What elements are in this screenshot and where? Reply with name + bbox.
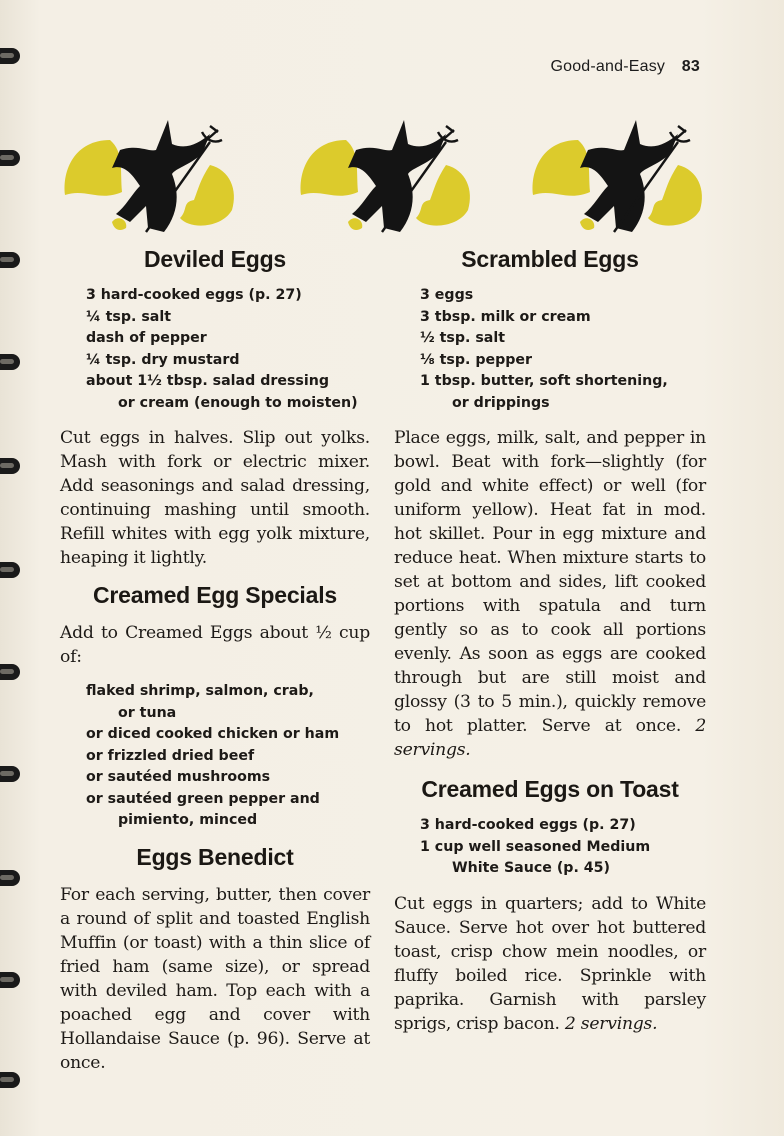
recipe-intro: Add to Creamed Eggs about ½ cup of: <box>60 623 370 667</box>
recipe-yield: 2 servings. <box>394 716 706 760</box>
ingredient-list <box>60 285 370 414</box>
binding-ring <box>0 562 22 580</box>
ingredient-line: 1 cup well seasoned Medium <box>420 838 651 855</box>
option-line: or diced cooked chicken or ham <box>86 726 340 742</box>
ingredient-line: or drippings <box>452 394 550 411</box>
recipe-scrambled-eggs <box>394 246 706 762</box>
ingredient-line: or cream (enough to moisten) <box>118 394 358 411</box>
running-head <box>550 58 700 76</box>
binding-ring <box>0 48 22 66</box>
ingredient-line: 3 hard-cooked eggs (p. 27) <box>86 287 302 303</box>
ingredient-line: 3 tbsp. milk or cream <box>420 308 591 325</box>
recipe-title: Creamed Egg Specials <box>93 582 337 608</box>
binding-ring <box>0 150 22 168</box>
ingredient-list <box>394 285 706 414</box>
right-column <box>394 246 706 1036</box>
option-list <box>60 681 370 832</box>
option-line: or sautéed mushrooms <box>86 769 271 785</box>
recipe-deviled-eggs <box>60 246 370 570</box>
recipe-title: Scrambled Eggs <box>461 246 639 272</box>
ingredient-line: dash of pepper <box>86 330 207 346</box>
directions-text: Cut eggs in quarters; add to White Sauce. Serve hot over hot buttered toast, crisp chow mein noodles, or fluffy boiled rice. Sprinkle with paprika. Garnish with parsley sprigs, crisp bacon. <box>394 893 706 1034</box>
option-line: flaked shrimp, salmon, crab, <box>86 683 314 699</box>
ingredient-line: ⅛ tsp. pepper <box>420 351 533 368</box>
devil-with-pitchfork-on-egg-icon <box>528 110 708 235</box>
ingredient-line: ½ tsp. salt <box>420 330 506 346</box>
recipe-directions: For each serving, butter, then cover a round of split and toasted English Muffin (or toast) with a thin slice of fried ham (same size), or spread with deviled ham. Top each with a poached egg and cover with Hollandaise Sauce (p. 96). Serve at once. <box>60 884 370 1073</box>
recipe-directions: Cut eggs in halves. Slip out yolks. Mash with fork or electric mixer. Add seasonings and salad dressing, continuing mashing until smooth. Refill whites with egg yolk mixture, heaping it lightly. <box>60 428 370 568</box>
recipe-directions <box>394 426 706 762</box>
binding-ring <box>0 972 22 990</box>
recipe-yield: 2 servings. <box>564 1013 658 1034</box>
ingredient-line: ¼ tsp. salt <box>86 308 172 325</box>
binding-ring <box>0 870 22 888</box>
recipe-title: Deviled Eggs <box>143 246 287 272</box>
binding-ring <box>0 664 22 682</box>
recipe-eggs-benedict <box>60 844 370 1075</box>
ingredient-line: White Sauce (p. 45) <box>452 860 611 876</box>
recipe-creamed-eggs-on-toast <box>394 776 706 1036</box>
recipe-title: Eggs Benedict <box>136 843 294 870</box>
ingredient-line: about 1½ tbsp. salad dressing <box>86 373 329 389</box>
binding-ring <box>0 458 22 476</box>
binding-ring <box>0 766 22 784</box>
ingredient-line: 3 hard-cooked eggs (p. 27) <box>420 817 636 833</box>
ingredient-list <box>394 815 706 880</box>
ingredient-line: 3 eggs <box>420 287 474 303</box>
page-number: 83 <box>681 58 700 75</box>
devil-with-pitchfork-on-egg-icon <box>60 110 240 235</box>
directions-text: Place eggs, milk, salt, and pepper in bowl. Beat with fork—slightly (for gold and white effect) or well (for uniform yellow). Heat fat in mod. hot skillet. Pour in egg mixture and reduce heat. When mixture starts to set at bottom and sides, lift cooked portions with spatula and turn gently so as to cook all portions evenly. As soon as eggs are cooked through but are still moist and glossy (3 to 5 min.), quickly remove to hot platter. Serve at once. <box>394 428 706 736</box>
ingredient-line: 1 tbsp. butter, soft shortening, <box>420 373 668 389</box>
binding-ring <box>0 354 22 372</box>
option-line: or sautéed green pepper and <box>86 790 320 807</box>
recipe-creamed-egg-specials <box>60 582 370 832</box>
ingredient-line: ¼ tsp. dry mustard <box>86 351 240 368</box>
option-line: pimiento, minced <box>118 812 258 828</box>
left-column <box>60 246 370 1075</box>
recipe-title: Creamed Eggs on Toast <box>421 776 679 802</box>
binding-ring <box>0 252 22 270</box>
devil-with-pitchfork-on-egg-icon <box>296 110 476 235</box>
section-title: Good-and-Easy <box>550 58 666 75</box>
binding-ring <box>0 1072 22 1090</box>
recipe-directions <box>394 892 706 1036</box>
option-line: or tuna <box>118 704 177 721</box>
option-line: or frizzled dried beef <box>86 747 255 764</box>
